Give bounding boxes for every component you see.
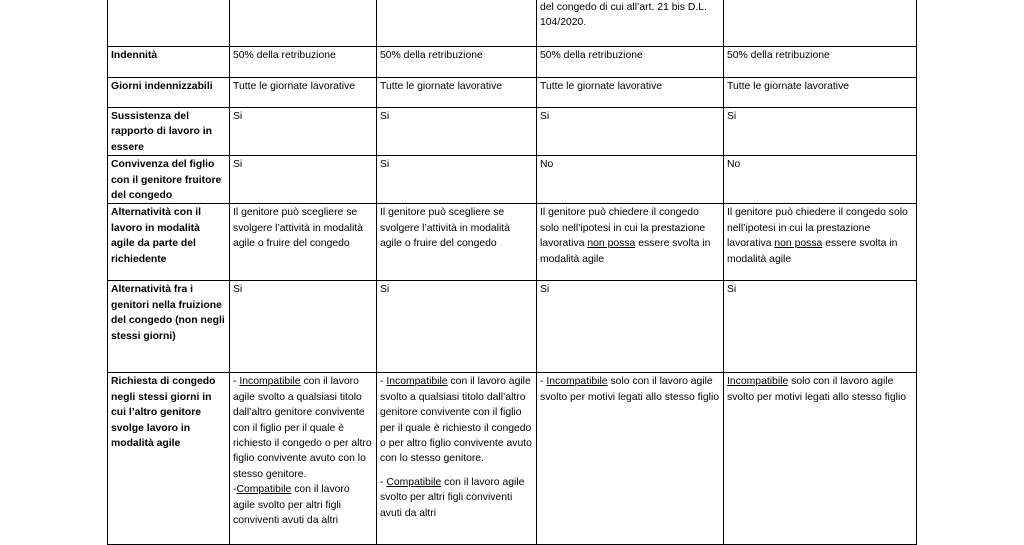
table-cell: 50% della retribuzione xyxy=(377,47,537,78)
table-cell: Tutte le giornate lavorative xyxy=(377,78,537,108)
cell-text: - xyxy=(233,376,240,388)
table-cell: No xyxy=(724,156,917,204)
underlined-text: non possa xyxy=(774,238,823,250)
table-cell: del congedo di cui all’art. 21 bis D.L. 104/2020. xyxy=(537,0,724,47)
table-cell xyxy=(537,204,724,281)
table-row xyxy=(108,108,917,156)
table-cell: Tutte le giornate lavorative xyxy=(230,78,377,108)
table-cell xyxy=(537,373,724,545)
table-cell: Si xyxy=(230,108,377,156)
table-row xyxy=(108,373,917,545)
cell-text: essere svolta in modalità agile xyxy=(727,238,898,265)
cell-text: - xyxy=(380,476,387,488)
table-cell: Il genitore può scegliere se svolgere l’attività in modalità agile o fruire del congedo xyxy=(230,204,377,281)
cell-text: con il lavoro agile svolto per altri figli conviventi avuti da altri xyxy=(380,476,525,519)
row-label: Sussistenza del rapporto di lavoro in essere xyxy=(108,108,230,156)
cell-text: solo con il lavoro agile svolto per motivi legati allo stesso figlio xyxy=(540,376,720,403)
table-cell: 50% della retribuzione xyxy=(230,47,377,78)
table-cell: 50% della retribuzione xyxy=(537,47,724,78)
row-label: Alternatività con il lavoro in modalità agile da parte del richiedente xyxy=(108,204,230,281)
underlined-text: Incompatibile xyxy=(546,376,608,388)
table-cell: Si xyxy=(230,281,377,373)
table-row xyxy=(108,78,917,108)
table-cell xyxy=(377,373,537,545)
table-cell: Tutte le giornate lavorative xyxy=(724,78,917,108)
table-cell: Si xyxy=(537,281,724,373)
cell-text: Il genitore può chiedere il congedo solo nell’ipotesi in cui la prestazione lavorativa xyxy=(540,207,706,250)
underlined-text: Compatibile xyxy=(236,484,292,496)
cell-text: con il lavoro agile svolto a qualsiasi titolo dall’altro genitore convivente con il figlio per il quale è richiesto il congedo o per altro figlio convivente avuto con lo stesso genitore. xyxy=(380,376,532,465)
cell-text: - xyxy=(540,376,547,388)
row-label xyxy=(108,0,230,47)
cell-text: con il lavoro agile svolto a qualsiasi titolo dall’altro genitore convivente con il figlio per il quale è richiesto il congedo o per altro figlio convivente avuto con lo stesso genitore. xyxy=(233,376,372,480)
row-label: Giorni indennizzabili xyxy=(108,78,230,108)
table-cell xyxy=(724,0,917,47)
table-cell: Si xyxy=(377,156,537,204)
row-label: Alternatività fra i genitori nella fruizione del congedo (non negli stessi giorni) xyxy=(108,281,230,373)
row-label: Convivenza del figlio con il genitore fruitore del congedo xyxy=(108,156,230,204)
table-row xyxy=(108,156,917,204)
table-cell: Si xyxy=(377,281,537,373)
table-cell: Si xyxy=(724,281,917,373)
cell-text: Il genitore può chiedere il congedo solo nell’ipotesi in cui la prestazione lavorativa xyxy=(727,207,908,250)
table-cell xyxy=(377,0,537,47)
table-cell: Si xyxy=(537,108,724,156)
table-cell: Tutte le giornate lavorative xyxy=(537,78,724,108)
table-row xyxy=(108,281,917,373)
cell-text: essere svolta in modalità agile xyxy=(540,238,711,265)
cell-text: - xyxy=(380,376,387,388)
underlined-text: Incompatibile xyxy=(727,376,789,388)
table-cell xyxy=(724,204,917,281)
table-row xyxy=(108,0,917,47)
table-cell: Si xyxy=(230,156,377,204)
underlined-text: Compatibile xyxy=(386,476,442,488)
comparison-table xyxy=(107,0,917,545)
table-cell: Il genitore può scegliere se svolgere l’attività in modalità agile o fruire del congedo xyxy=(377,204,537,281)
table-cell xyxy=(724,373,917,545)
table-cell: Si xyxy=(724,108,917,156)
cell-text: - xyxy=(233,484,237,496)
table-cell: Si xyxy=(377,108,537,156)
cell-text: con il lavoro agile svolto per altri figli conviventi avuti da altri xyxy=(233,484,350,527)
row-label: Richiesta di congedo negli stessi giorni in cui l’altro genitore svolge lavoro in modalità agile xyxy=(108,373,230,545)
table-cell xyxy=(230,0,377,47)
table-cell: 50% della retribuzione xyxy=(724,47,917,78)
underlined-text: Incompatibile xyxy=(239,376,301,388)
underlined-text: non possa xyxy=(587,238,636,250)
table-cell: No xyxy=(537,156,724,204)
cell-text: solo con il lavoro agile svolto per motivi legati allo stesso figlio xyxy=(727,376,907,403)
table-row xyxy=(108,47,917,78)
table-row xyxy=(108,204,917,281)
underlined-text: Incompatibile xyxy=(386,376,448,388)
row-label: Indennità xyxy=(108,47,230,78)
table-cell xyxy=(230,373,377,545)
